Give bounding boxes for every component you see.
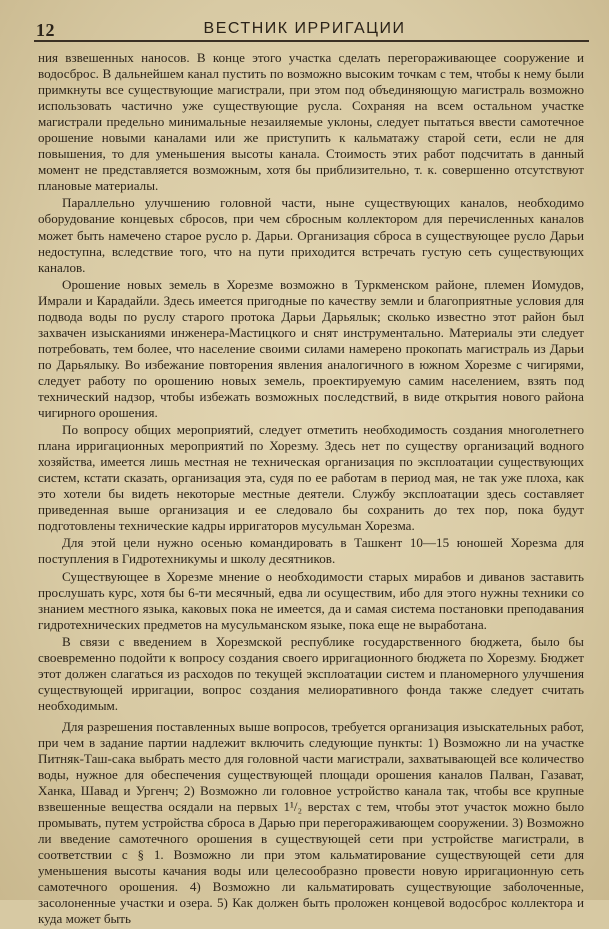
paragraph: Для разрешения поставленных выше вопросов, требуется организация изыскательных работ, при чем в задание партии надлежит включить следующие пункты: 1) Возможно ли на участке Питняк-Таш-сака выбрать место для головной части магистрали, захватывающей все количество воды, нужное для обеспечения существующей площади орошения каналов Палван, Газават, Ханка, Шавад и Ургенч; 2) Возможно ли головное устройство канала так, чтобы все крупные взвешенные вещества осядали на первых 1¹/₂ верстах с тем, чтобы этот участок можно было промывать, путем устройства сброса в Дарью при перегораживающем сооружении. 3) Возможно ли введение самотечного орошения в существующей сети при устройстве магистрали, в соответствии с § 1. Возможно ли при этом кальматирование существующей сети для уменьшения высоты качания воды или целесообразно провести новую ирригационную сеть самотечного орошения. 4) Возможно ли кальматировать существующие заболоченные, засолоненные участки и озера. 5) Как должен быть проложен концевой водосброс коллектора и куда может быть: [38, 718, 584, 927]
paragraph: Для этой цели нужно осенью командировать в Ташкент 10—15 юношей Хорезма для поступления в Гидротехникумы и школу десятников.: [38, 535, 584, 567]
page-number: 12: [36, 20, 55, 40]
paragraph: Параллельно улучшению головной части, ныне существующих каналов, необходимо оборудование концевых сбросов, при чем сбросным коллектором для перечисленных каналов может быть намечено старое русло р. Дарьи. Организация сброса в существующее русло Дарьи недоступна, вследствие того, что на пути приходится встречать густую сеть существующих каналов.: [38, 195, 584, 275]
running-title: ВЕСТНИК ИРРИГАЦИИ: [203, 20, 406, 37]
paragraph: Орошение новых земель в Хорезме возможно в Туркменском районе, племен Иомудов, Имрали и Карадайли. Здесь имеется пригодные по качеству земли и благоприятные условия для подвода воды по руслу старого протока Дарьи Дарьялык; сколько известно этот район был захвачен изысканиями инженера-Мастицкого и снят инструментально. Материалы эти следует потребовать, тем более, что население своими силами намерено прокопать магистраль из Дарьи по Дарьялыку. Во избежание повторения явления аналогичного в южном Хорезме с чигирями, следует работу по орошению новых земель, проектируемую самим населением, взять под технический надзор, чтобы избежать возможных последствий, в виде открытия нового района чигирного орошения.: [38, 276, 584, 421]
header-rule: [34, 40, 589, 42]
paragraph: ния взвешенных наносов. В конце этого участка сделать перегораживающее сооружение и водосброс. В дальнейшем канал пустить по возможно высоким точкам с тем, чтобы к нему были примкнуты все существующие магистрали, при этом под объединяющую магистраль возможно использовать частично уже существующие русла. Сохраняя на всем остальном участке магистрали предельно минимальные незаиляемые уклоны, следует пытаться ввести самотечное орошение новыми каналами или же приступить к кальматажу старой сети, если не для повышения, то для уменьшения высоты канала. Стоимость этих работ подсчитать в данный момент не представляется возможным, хотя бы приблизительно, т. к. совершенно отсутствуют плановые материалы.: [38, 50, 584, 194]
paragraph: Существующее в Хорезме мнение о необходимости старых мирабов и диванов заставить прослушать курс, хотя бы 6-ти месячный, едва ли осуществим, ибо для этого нужны техники со знанием местного языка, каковых пока не имеется, да и самая система постановки преподавания гидротехнических предметов на мусульманском языке, пока еще не выработана.: [38, 568, 584, 632]
paragraph: По вопросу общих мероприятий, следует отметить необходимость создания многолетнего плана ирригационных мероприятий по Хорезму. Здесь нет по существу организаций водного хозяйства, имеется лишь местная не техническая организация по эксплоатации существующих систем, кстати сказать, организация эта, судя по ее работам в период мая, не так уже плоха, как это хотели бы видеть некоторые местные деятели. Службу эксплоатации здесь составляет приведенная выше организация и ее следовало бы сохранить до тех пор, пока будут подготовлены технические кадры ирригаторов мусульман Хорезма.: [38, 422, 584, 534]
paragraph: В связи с введением в Хорезмской республике государственного бюджета, было бы своевременно подойти к вопросу создания своего ирригационного бюджета по Хорезму. Бюджет этот должен слагаться из расходов по текущей эксплоатации систем и планомерного улучшения существующей ирригации, вопрос создания мелиоративного фонда также следует считать необходимым.: [38, 633, 584, 713]
page-header: [0, 12, 609, 40]
body-text: [38, 50, 584, 929]
